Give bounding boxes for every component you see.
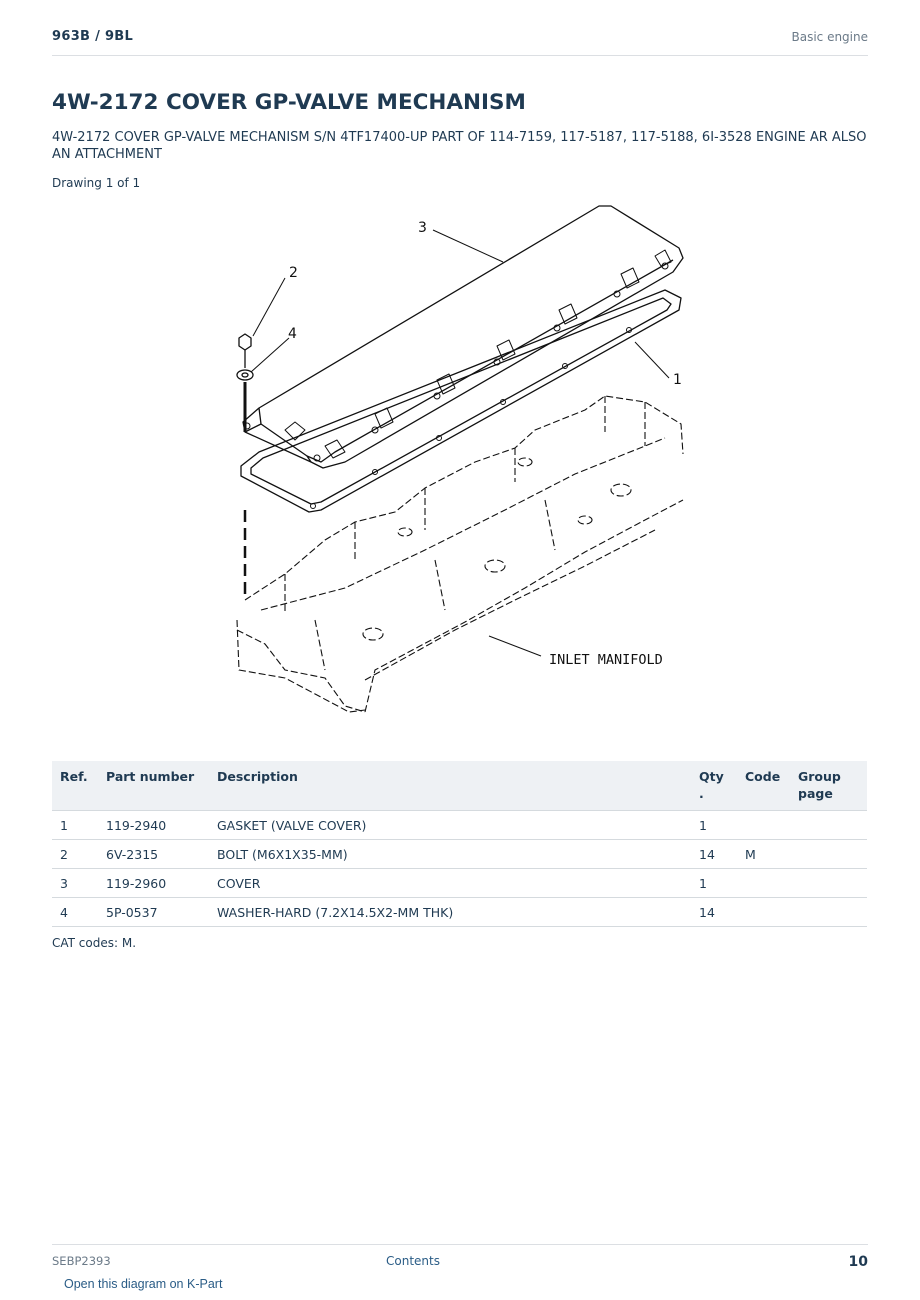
col-header-qty: Qty .	[691, 761, 737, 811]
cat-codes-note: CAT codes: M.	[52, 936, 137, 950]
cell-description: BOLT (M6X1X35-MM)	[209, 840, 691, 869]
cell-part-number: 119-2940	[98, 811, 209, 840]
cell-description: COVER	[209, 869, 691, 898]
cell-part-number: 6V-2315	[98, 840, 209, 869]
document-id: SEBP2393	[52, 1254, 111, 1268]
cell-group-page	[790, 898, 867, 927]
page-header	[52, 29, 868, 56]
cell-qty: 14	[691, 898, 737, 927]
page-subtitle: 4W-2172 COVER GP-VALVE MECHANISM S/N 4TF17400-UP PART OF 114-7159, 117-5187, 117-5188, 6I-3528 ENGINE AR ALSO AN ATTACHMENT	[52, 130, 867, 162]
callout-2: 2	[289, 265, 298, 281]
cell-description: WASHER-HARD (7.2X14.5X2-MM THK)	[209, 898, 691, 927]
section-label: Basic engine	[791, 30, 868, 44]
cell-ref: 3	[52, 869, 98, 898]
cell-ref: 1	[52, 811, 98, 840]
col-header-group-page: Group page	[790, 761, 867, 811]
cell-code: M	[737, 840, 790, 869]
table-header-row	[52, 761, 867, 811]
washer-drawing	[237, 370, 253, 380]
gasket-drawing	[241, 290, 681, 512]
table-row	[52, 898, 867, 927]
inlet-manifold-label: INLET MANIFOLD	[549, 652, 663, 668]
col-header-description: Description	[209, 761, 691, 811]
cell-qty: 1	[691, 811, 737, 840]
cell-description: GASKET (VALVE COVER)	[209, 811, 691, 840]
parts-table	[52, 761, 867, 927]
cell-ref: 4	[52, 898, 98, 927]
valve-cover-drawing	[243, 206, 683, 468]
cell-part-number: 119-2960	[98, 869, 209, 898]
callout-4: 4	[288, 326, 297, 342]
col-header-ref: Ref.	[52, 761, 98, 811]
cell-qty: 1	[691, 869, 737, 898]
table-row	[52, 869, 867, 898]
cell-ref: 2	[52, 840, 98, 869]
exploded-parts-diagram	[225, 200, 695, 720]
page-number: 10	[848, 1254, 868, 1270]
table-row	[52, 840, 867, 869]
cell-group-page	[790, 869, 867, 898]
drawing-label: Drawing 1 of 1	[52, 176, 141, 190]
page-title: 4W-2172 COVER GP-VALVE MECHANISM	[52, 90, 526, 115]
table-row	[52, 811, 867, 840]
callout-3: 3	[418, 220, 427, 236]
cell-code	[737, 811, 790, 840]
cell-qty: 14	[691, 840, 737, 869]
cell-code	[737, 898, 790, 927]
col-header-code: Code	[737, 761, 790, 811]
cell-group-page	[790, 840, 867, 869]
cell-group-page	[790, 811, 867, 840]
leader-lines	[251, 230, 669, 656]
cell-code	[737, 869, 790, 898]
cell-part-number: 5P-0537	[98, 898, 209, 927]
page-footer	[52, 1244, 868, 1275]
col-header-part-number: Part number	[98, 761, 209, 811]
callout-1: 1	[673, 372, 682, 388]
open-kpart-link[interactable]: Open this diagram on K-Part	[64, 1277, 223, 1291]
model-label: 963B / 9BL	[52, 29, 134, 44]
contents-link[interactable]: Contents	[386, 1254, 440, 1268]
